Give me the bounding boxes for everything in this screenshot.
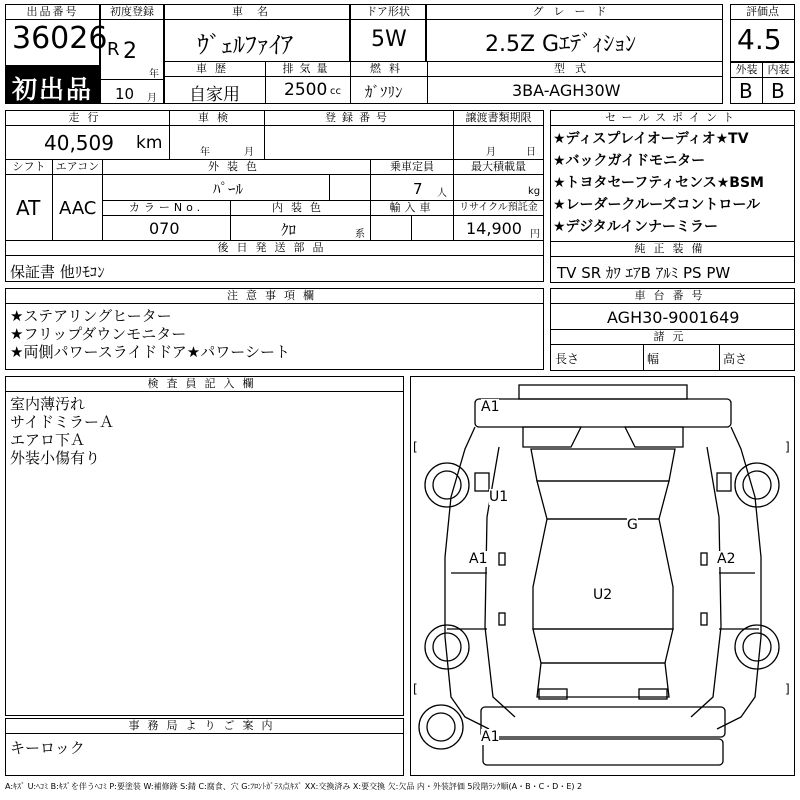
right-handle-2	[701, 613, 707, 625]
month-unit: 月	[147, 93, 157, 104]
spare-wheel	[419, 705, 463, 749]
right-mirror-outline	[717, 473, 731, 491]
spare-wheel-inner	[427, 713, 455, 741]
ext-color-label: 外装色	[103, 160, 370, 175]
front-right-wheel	[735, 463, 779, 507]
later-parts-label: 後日発送部品	[6, 241, 543, 256]
score-label: 評価点	[731, 5, 794, 20]
door-box	[350, 4, 426, 62]
transfer-box	[453, 110, 544, 160]
left-handle-2	[499, 613, 505, 625]
right-headlight-outline	[625, 427, 683, 447]
equipment-label: 純正装備	[551, 242, 794, 257]
mark-hood-u1: U1	[489, 489, 509, 505]
sales-points-box	[550, 110, 795, 242]
tailgate-outline	[537, 663, 669, 697]
recycle-label: リサイクル預託金	[454, 201, 543, 216]
int-color-box	[230, 200, 371, 241]
color-no-box	[102, 200, 231, 241]
sales-point: ★デジタルインナーミラー	[553, 219, 719, 235]
model-label: 型式	[428, 62, 722, 77]
int-color-suffix: 系	[355, 229, 365, 240]
equipment-box	[550, 241, 795, 283]
later-parts-box	[5, 240, 544, 282]
equipment-value: TV SR ｶﾜ ｴｱB ｱﾙﾐ PS PW	[557, 264, 731, 282]
color-no-label: カラーNo.	[103, 201, 230, 216]
left-handle	[499, 553, 505, 565]
import-box	[370, 200, 454, 241]
chassis-label: 車台番号	[551, 289, 794, 304]
car-diagram	[411, 377, 794, 775]
notes-list	[10, 307, 290, 361]
shift-box	[5, 159, 53, 241]
int-color-value: ｸﾛ	[281, 221, 297, 239]
displacement-unit: cc	[330, 86, 341, 97]
lower-rear-outline	[483, 739, 723, 765]
model-value: 3BA-AGH30W	[512, 81, 621, 100]
capacity-value: 7	[413, 180, 423, 198]
ac-label: エアコン	[53, 160, 102, 175]
rear-bumper-outline	[481, 707, 725, 737]
rear-right-wheel	[735, 625, 779, 669]
office-value: キーロック	[10, 739, 85, 757]
era-year: 2	[123, 39, 137, 64]
first-listing-badge	[5, 66, 100, 104]
sales-point: ★レーダークルーズコントロール	[553, 197, 761, 213]
grade-value: 2.5Z Gｴﾃﾞｨｼｮﾝ	[485, 32, 637, 57]
first-registration-box	[100, 4, 164, 104]
interior-label: 内装	[763, 63, 794, 78]
bracket-left-top: [	[413, 440, 418, 454]
note-line: ★両側パワースライドドア★パワーシート	[10, 343, 290, 361]
left-mirror-outline	[475, 473, 489, 491]
sales-points-label: セールスポイント	[551, 111, 794, 126]
left-headlight-outline	[523, 427, 581, 447]
bracket-right-top: ]	[785, 440, 790, 454]
lot-number-box	[5, 4, 108, 66]
mark-glass-g: G	[627, 517, 638, 533]
grade-box	[426, 4, 723, 62]
grade-label: グレード	[427, 5, 722, 20]
inspector-list	[10, 395, 114, 467]
length-label: 長さ	[555, 352, 580, 366]
height-label: 高さ	[723, 352, 748, 366]
interior-score-box	[762, 62, 795, 104]
ext-color-box	[102, 159, 371, 201]
fuel-value: ｶﾞｿﾘﾝ	[365, 83, 403, 101]
displacement-box	[265, 61, 351, 104]
shift-value: AT	[16, 196, 41, 220]
car-diagram-box	[410, 376, 795, 776]
front-grille-outline	[519, 385, 687, 399]
later-parts-value: 保証書 他ﾘﾓｺﾝ	[10, 263, 105, 281]
front-left-wheel	[425, 463, 469, 507]
shift-label: シフト	[6, 160, 52, 175]
right-handle	[701, 553, 707, 565]
hood-outline	[531, 449, 675, 481]
transfer-label: 譲渡書類期限	[454, 111, 543, 126]
sales-point: ★バックガイドモニター	[553, 153, 706, 169]
roof-outline	[533, 519, 673, 629]
office-box	[5, 718, 404, 776]
car-name-label: 車名	[165, 5, 349, 20]
inspection-year-unit: 年	[200, 147, 210, 158]
inspector-line: サイドミラーＡ	[10, 413, 114, 431]
car-name: ｳﾞｪﾙﾌｧｲｱ	[197, 31, 293, 59]
load-unit: kg	[528, 186, 541, 197]
inspection-label: 車検	[170, 111, 264, 126]
mileage-unit: km	[136, 133, 163, 153]
chassis-box	[550, 288, 795, 330]
first-registration-label: 初度登録	[101, 5, 163, 20]
door-value: 5W	[371, 27, 407, 52]
front-right-wheel-inner	[743, 471, 771, 499]
recycle-value: 14,900	[466, 219, 522, 238]
fuel-box	[350, 61, 428, 104]
office-label: 事務局よりご案内	[6, 719, 403, 734]
interior-value: B	[771, 79, 785, 103]
first-listing-text: 初出品	[12, 75, 94, 104]
note-line: ★フリップダウンモニター	[10, 325, 187, 343]
inspector-line: 外装小傷有り	[10, 449, 101, 467]
door-label: ドア形状	[351, 5, 425, 20]
recycle-box	[453, 200, 544, 241]
plate-box	[264, 110, 454, 160]
chassis-value: AGH30-9001649	[607, 308, 740, 327]
capacity-unit: 人	[437, 188, 447, 199]
ac-value: AAC	[59, 198, 97, 219]
ext-color-value: ﾊﾟｰﾙ	[213, 180, 244, 198]
import-label: 輸入車	[371, 201, 453, 216]
month-value: 10	[115, 85, 135, 103]
bracket-right-bottom: ]	[785, 682, 790, 696]
era-prefix: R	[107, 39, 120, 60]
exterior-label: 外装	[731, 63, 762, 78]
capacity-box	[370, 159, 454, 201]
notes-box	[5, 288, 544, 370]
year-unit: 年	[149, 69, 159, 80]
mileage-box	[5, 110, 170, 160]
notes-label: 注意事項欄	[6, 289, 543, 304]
plate-label: 登録番号	[265, 111, 453, 126]
fuel-label: 燃料	[351, 62, 427, 77]
load-label: 最大積載量	[454, 160, 543, 175]
front-bumper-outline	[475, 399, 731, 427]
mark-rear-a1: A1	[481, 729, 500, 745]
sales-points-list	[553, 128, 764, 238]
displacement-label: 排気量	[266, 62, 350, 77]
history-label: 車歴	[165, 62, 265, 77]
note-line: ★ステアリングヒーター	[10, 307, 172, 325]
sales-point: ★ディスプレイオーディオ★TV	[553, 131, 749, 147]
inspection-month-unit: 月	[244, 147, 254, 158]
mark-left-a1: A1	[469, 551, 488, 567]
sales-point: ★トヨタセーフティセンス★BSM	[553, 175, 764, 191]
mark-right-a2: A2	[717, 551, 736, 567]
footer-legend: A:ｷｽﾞ U:ﾍｺﾐ B:ｷｽﾞを伴うﾍｺﾐ P:要塗装 W:補修跡 S:錆 C:腐食、穴 G:ﾌﾛﾝﾄｶﾞﾗｽ点ｷｽﾞ XX:交換済み X:要交換 欠:欠品 内・外装評価 5段階ﾗﾝｸ順(A・B・C・D・E) 2	[5, 782, 583, 791]
mark-roof-u2: U2	[593, 587, 613, 603]
displacement-value: 2500	[284, 80, 328, 100]
exterior-score-box	[730, 62, 763, 104]
load-box	[453, 159, 544, 201]
inspector-box	[5, 376, 404, 716]
history-box	[164, 61, 266, 104]
recycle-unit: 円	[530, 229, 540, 240]
score-box	[730, 4, 795, 62]
dims-label: 諸元	[551, 330, 794, 345]
car-name-box	[164, 4, 350, 62]
score-value: 4.5	[737, 23, 782, 56]
lot-number-label: 出品番号	[6, 5, 99, 20]
inspector-line: 室内薄汚れ	[10, 395, 86, 413]
dims-box	[550, 329, 795, 371]
lot-number: 36026	[12, 21, 108, 56]
inspection-box	[169, 110, 265, 160]
mileage-value: 40,509	[44, 131, 114, 155]
rear-right-wheel-inner	[743, 633, 771, 661]
color-no-value: 070	[149, 219, 180, 238]
front-left-wheel-inner	[433, 471, 461, 499]
ac-box	[52, 159, 103, 241]
capacity-label: 乗車定員	[371, 160, 453, 175]
rear-window-outline	[533, 629, 673, 663]
transfer-month-unit: 月	[486, 147, 496, 158]
exterior-value: B	[739, 79, 753, 103]
transfer-day-unit: 日	[526, 147, 536, 158]
windshield-outline	[537, 481, 669, 519]
inspector-line: エアロ下Ａ	[10, 431, 86, 449]
mark-front-a1: A1	[481, 399, 500, 415]
int-color-label: 内装色	[231, 201, 370, 216]
history-value: 自家用	[189, 85, 240, 105]
model-box	[427, 61, 723, 104]
mileage-label: 走行	[6, 111, 169, 126]
bracket-left-bottom: [	[413, 682, 418, 696]
width-label: 幅	[647, 352, 660, 366]
inspector-label: 検査員記入欄	[6, 377, 403, 392]
